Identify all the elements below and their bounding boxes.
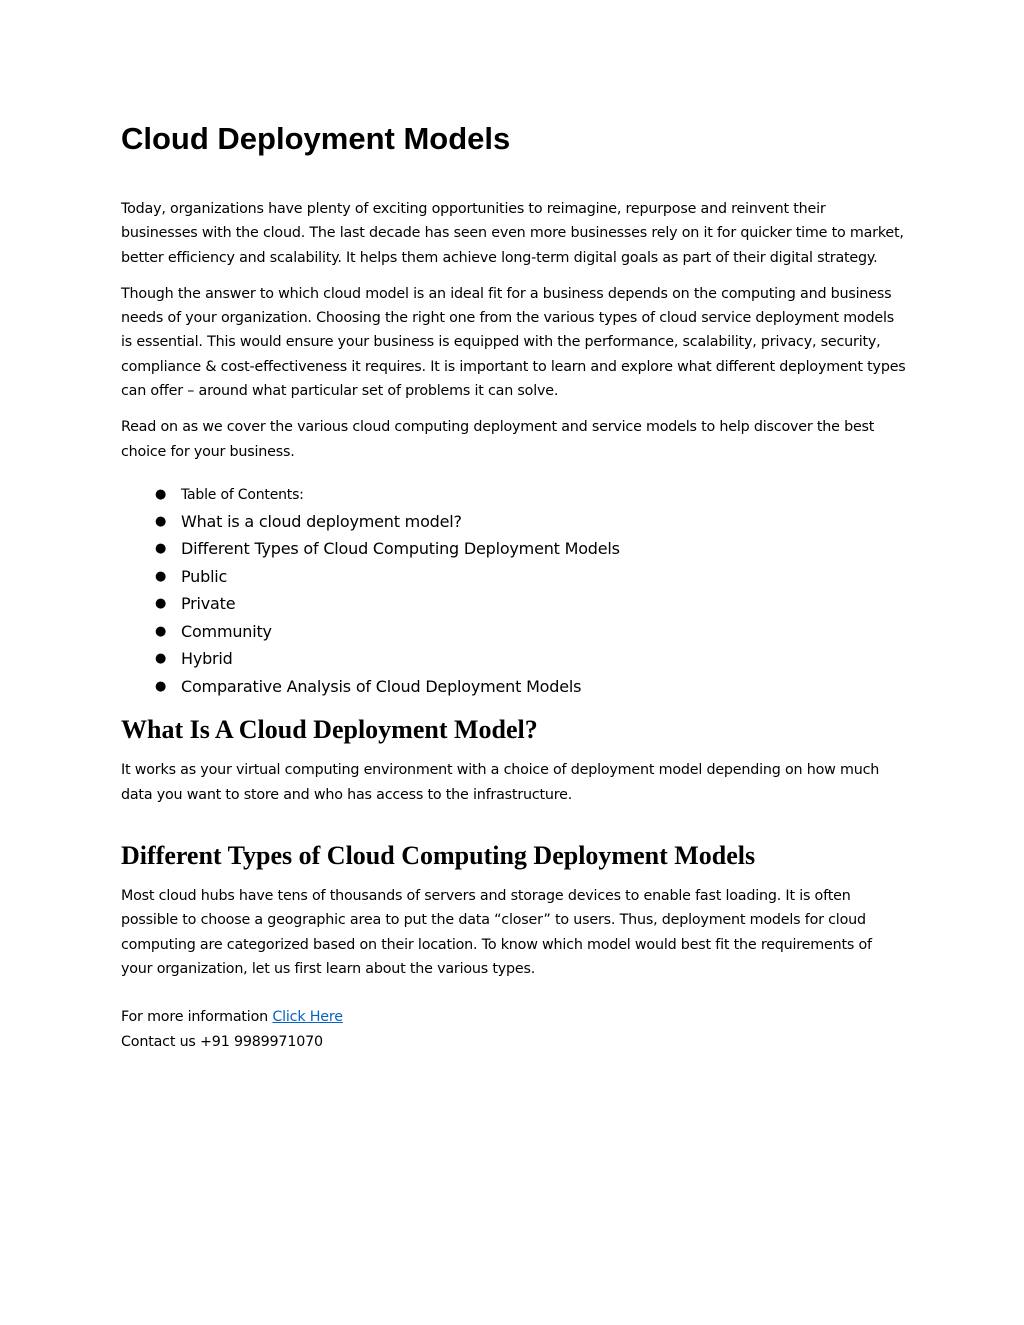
toc-item <box>121 482 906 508</box>
page-title: Cloud Deployment Models <box>121 121 511 156</box>
bullet-icon: ● <box>155 623 167 639</box>
toc-item <box>121 618 906 646</box>
section-heading-types: Different Types of Cloud Computing Deployment Models <box>121 841 756 871</box>
bullet-icon: ● <box>155 651 167 667</box>
toc-item-label: Community <box>181 621 272 641</box>
section-heading-what-is: What Is A Cloud Deployment Model? <box>121 715 538 745</box>
section-body-types: Most cloud hubs have tens of thousands of servers and storage devices to enable fast loading. It is often possible to choose a geographic area to put the data “closer” to users. Thus, deployment models for cloud computing are categorized based on their location. To know which model would best fit the requirements of your organization, let us first learn about the various types. <box>121 888 872 977</box>
bullet-icon: ● <box>155 568 167 584</box>
contact-line: Contact us +91 9989971070 <box>121 1033 323 1050</box>
toc-item <box>121 508 906 536</box>
toc-item <box>121 563 906 591</box>
contact-block <box>121 1005 906 1054</box>
table-of-contents <box>121 482 906 701</box>
toc-item-label: Hybrid <box>181 649 233 669</box>
intro-paragraph-2: Though the answer to which cloud model is an ideal fit for a business depends on the computing and business needs of your organization. Choosing the right one from the various types of cloud service deployment models is essential. This would ensure your business is equipped with the performance, scalability, privacy, security, compliance & cost-effectiveness it requires. It is important to learn and explore what different deployment types can offer – around what particular set of problems it can solve. <box>121 285 906 400</box>
click-here-link[interactable]: Click Here <box>272 1009 343 1026</box>
more-info-label: For more information <box>121 1009 273 1026</box>
toc-item <box>121 673 906 701</box>
section-body-what-is: It works as your virtual computing environment with a choice of deployment model depending on how much data you want to store and who has access to the infrastructure. <box>121 762 880 803</box>
document-page <box>121 118 906 1054</box>
toc-item-label: Table of Contents: <box>181 486 304 503</box>
bullet-icon: ● <box>155 678 167 694</box>
toc-item-label: Different Types of Cloud Computing Deployment Models <box>181 539 620 559</box>
bullet-icon: ● <box>155 596 167 612</box>
toc-item-label: What is a cloud deployment model? <box>181 511 462 531</box>
more-info-line <box>121 1005 906 1029</box>
intro-paragraph-3: Read on as we cover the various cloud computing deployment and service models to help discover the best choice for your business. <box>121 419 875 460</box>
bullet-icon: ● <box>155 513 167 529</box>
toc-item-label: Comparative Analysis of Cloud Deployment Models <box>181 676 582 696</box>
intro-paragraph-1: Today, organizations have plenty of exciting opportunities to reimagine, repurpose and reinvent their businesses with the cloud. The last decade has seen even more businesses rely on it for quicker time to market, better efficiency and scalability. It helps them achieve long-term digital goals as part of their digital strategy. <box>121 201 904 266</box>
bullet-icon: ● <box>155 486 167 502</box>
bullet-icon: ● <box>155 541 167 557</box>
toc-item <box>121 590 906 618</box>
toc-item-label: Public <box>181 566 228 586</box>
toc-item-label: Private <box>181 594 236 614</box>
toc-item <box>121 645 906 673</box>
toc-item <box>121 535 906 563</box>
